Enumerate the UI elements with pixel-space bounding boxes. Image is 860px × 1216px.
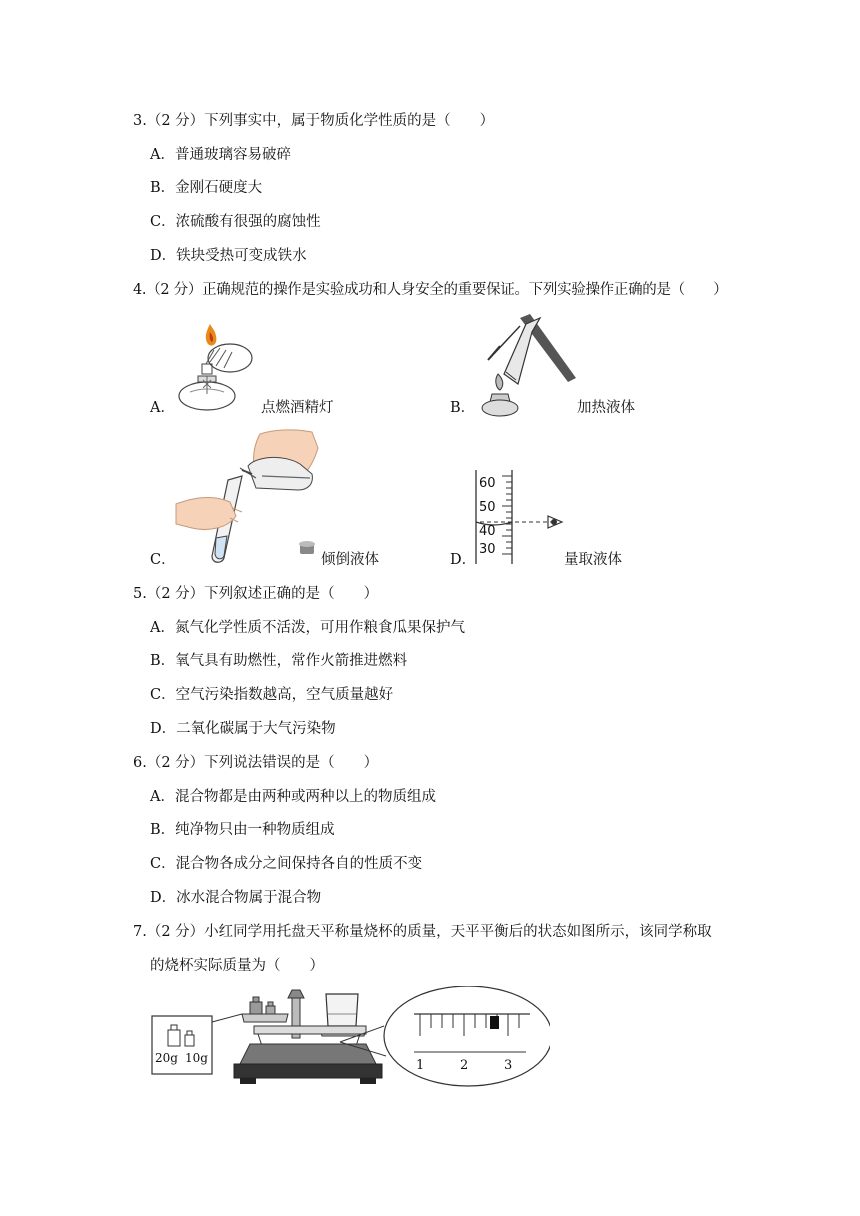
q3-option-a: A．普通玻璃容易破碎 [150,147,291,163]
cylinder-tick-30: 30 [479,542,496,557]
weight-20g-label: 20g [155,1051,178,1065]
q4-option-b-letter: B． [450,400,476,416]
q3-option-d: D．铁块受热可变成铁水 [150,248,307,264]
question-6-stem: 6.（2 分）下列说法错误的是（ ） [133,755,379,771]
cylinder-tick-50: 50 [479,500,496,515]
q5-option-c: C．空气污染指数越高，空气质量越好 [150,687,394,703]
q5-option-b: B．氧气具有助燃性，常作火箭推进燃料 [150,653,408,669]
question-5-stem: 5.（2 分）下列叙述正确的是（ ） [133,586,379,602]
cylinder-tick-40: 40 [479,524,496,539]
weight-10g-label: 10g [185,1051,208,1065]
q4-option-c-caption: 倾倒液体 [321,552,379,568]
scale-number-2: 2 [460,1058,469,1073]
q6-option-d: D．冰水混合物属于混合物 [150,890,322,906]
q4-option-a-letter: A． [150,400,175,416]
balance-figure [150,986,550,1088]
pouring-liquid-figure [172,428,332,568]
q4-option-d-caption: 量取液体 [564,552,622,568]
question-7-stem-line1: 7.（2 分）小红同学用托盘天平称量烧杯的质量，天平平衡后的状态如图所示，该同学称取 [133,924,712,940]
q5-option-d: D．二氧化碳属于大气污染物 [150,721,336,737]
scale-number-1: 1 [416,1058,425,1073]
alcohol-lamp-lighting-figure [170,318,270,416]
q4-option-a-caption: 点燃酒精灯 [261,400,334,416]
question-3-stem: 3.（2 分）下列事实中，属于物质化学性质的是（ ） [133,113,495,129]
heating-liquid-figure [470,310,580,418]
question-4-stem: 4.（2 分）正确规范的操作是实验成功和人身安全的重要保证。下列实验操作正确的是（ ） [133,282,728,298]
q4-option-c-letter: C． [150,552,176,568]
cylinder-tick-60: 60 [479,476,496,491]
q6-option-a: A．混合物都是由两种或两种以上的物质组成 [150,789,436,805]
graduated-cylinder-figure [472,470,572,566]
q3-option-c: C．浓硫酸有很强的腐蚀性 [150,214,321,230]
q4-option-d-letter: D． [450,552,477,568]
question-7-stem-line2: 的烧杯实际质量为（ ） [150,958,324,974]
q5-option-a: A．氮气化学性质不活泼，可用作粮食瓜果保护气 [150,620,465,636]
q6-option-c: C．混合物各成分之间保持各自的性质不变 [150,856,423,872]
q6-option-b: B．纯净物只由一种物质组成 [150,822,335,838]
scale-number-3: 3 [504,1058,513,1073]
q4-option-b-caption: 加热液体 [577,400,635,416]
q3-option-b: B．金刚石硬度大 [150,180,263,196]
